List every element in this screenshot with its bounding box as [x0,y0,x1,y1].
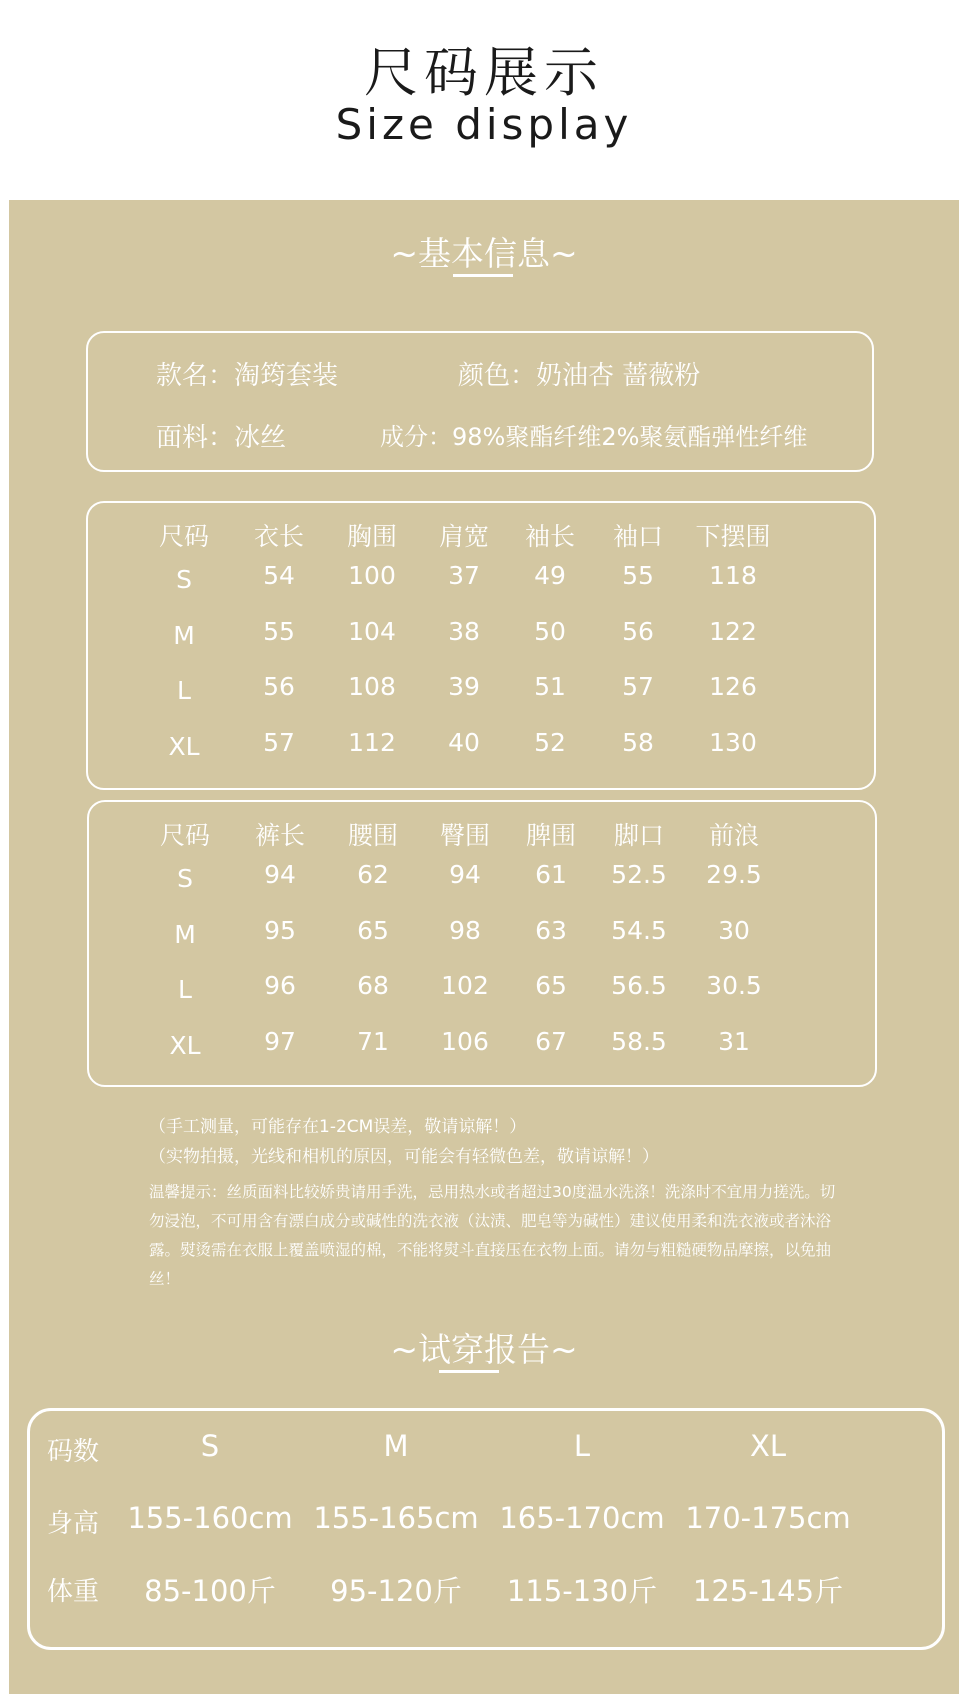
top-table-cell: 118 [709,561,757,590]
top-table-cell: 126 [709,672,757,701]
color-options: 颜色：奶油杏 蔷薇粉 [458,361,701,391]
top-table-cell: 52 [534,728,566,757]
top-table-cell: 57 [263,728,295,757]
pants-table-cell: 62 [357,860,389,889]
care-tip: 温馨提示：丝质面料比较娇贵请用手洗，忌用热水或者超过30度温水洗涤！洗涤时不宜用力搓洗。切勿浸泡，不可用含有漂白成分或碱性的洗衣液（汰渍、肥皂等为碱性）建议使用柔和洗衣液或者沐浴露。熨烫需在衣服上覆盖喷湿的棉，不能将熨斗直接压在衣物上面。请勿与粗糙硬物品摩擦，以免抽丝！ [149,1183,836,1288]
top-table-cell: 49 [534,561,566,590]
pants-table-header-cell: 前浪 [708,821,760,850]
top-table-cell: 108 [348,672,396,701]
trial-weights-cell: 85-100斤 [144,1574,276,1608]
trial-row-label: 体重 [47,1577,100,1607]
fabric: 面料：冰丝 [156,423,287,453]
page-title-cn: 尺码展示 [364,41,604,104]
trial-report-box [27,1408,945,1650]
trial-weights-cell: 115-130斤 [506,1574,658,1608]
trial-weights-cell: 95-120斤 [330,1574,462,1608]
pants-table-cell: 102 [441,971,489,1000]
pants-size-table [87,800,877,1087]
top-table-cell: 55 [622,561,654,590]
pants-table-cell: XL [169,1031,201,1060]
pants-table-cell: M [174,920,196,949]
top-table-cell: 55 [263,617,295,646]
top-table-cell: 57 [622,672,654,701]
pants-table-cell: 65 [357,916,389,945]
pants-table-cell: 98 [449,916,481,945]
top-table-cell: S [176,565,192,594]
top-table-cell: 58 [622,728,654,757]
pants-table-cell: L [178,975,192,1004]
top-table-cell: 40 [448,728,480,757]
basic-info-title: ~基本信息~ [390,234,578,273]
top-table-header-cell: 袖口 [612,522,664,551]
top-table-header-cell: 衣长 [253,522,305,551]
top-table-cell: XL [168,732,200,761]
pants-table-cell: 61 [535,860,567,889]
composition: 成分：98%聚酯纤维2%聚氨酯弹性纤维 [380,423,808,451]
top-table-cell: 100 [348,561,396,590]
pants-table-cell: 65 [535,971,567,1000]
style-name: 款名：淘筠套装 [156,361,339,391]
top-table-cell: 56 [263,672,295,701]
pants-table-cell: 31 [718,1027,750,1056]
top-table-cell: L [177,676,191,705]
pants-table-header-cell: 脚口 [613,821,665,850]
basic-info-box [86,331,874,472]
pants-table-cell: 71 [357,1027,389,1056]
top-table-cell: 39 [448,672,480,701]
pants-table-cell: 52.5 [611,860,667,889]
pants-table-header-cell: 尺码 [159,821,211,850]
pants-table-cell: 67 [535,1027,567,1056]
top-table-cell: 122 [709,617,757,646]
trial-heights-cell: 170-175cm [685,1501,851,1535]
pants-table-cell: 106 [441,1027,489,1056]
top-table-header-cell: 袖长 [524,522,576,551]
top-table-header-cell: 胸围 [346,522,398,551]
basic-info-underline [453,274,513,277]
trial-report-title: ~试穿报告~ [390,1330,578,1369]
top-table-cell: 50 [534,617,566,646]
top-table-header-cell: 下摆围 [695,522,771,551]
pants-table-header-cell: 脾围 [525,821,577,850]
top-table-cell: M [173,621,195,650]
pants-table-header-cell: 臀围 [439,821,491,850]
trial-weights-cell: 125-145斤 [692,1574,844,1608]
trial-row-label: 码数 [47,1437,100,1467]
trial-heights-cell: 155-160cm [127,1501,293,1535]
pants-table-cell: 58.5 [611,1027,667,1056]
trial-sizes-cell: L [573,1429,591,1463]
pants-table-cell: 30.5 [706,971,762,1000]
top-table-cell: 112 [348,728,396,757]
top-table-cell: 37 [448,561,480,590]
pants-table-cell: 30 [718,916,750,945]
trial-report-underline [439,1370,499,1373]
top-size-table [86,501,876,790]
pants-table-cell: 63 [535,916,567,945]
page-header [0,0,968,200]
size-info-panel [9,200,959,1694]
top-table-header-cell: 肩宽 [438,522,490,551]
pants-table-header-cell: 裤长 [254,821,306,850]
pants-table-cell: 96 [264,971,296,1000]
trial-heights-cell: 165-170cm [499,1501,665,1535]
pants-table-cell: 68 [357,971,389,1000]
top-table-cell: 130 [709,728,757,757]
top-table-cell: 51 [534,672,566,701]
top-table-cell: 54 [263,561,295,590]
pants-table-cell: 95 [264,916,296,945]
pants-table-cell: 29.5 [706,860,762,889]
page-title-en: Size display [335,100,633,149]
color-note: （实物拍摄，光线和相机的原因，可能会有轻微色差，敬请谅解！） [149,1147,659,1167]
pants-table-cell: 97 [264,1027,296,1056]
measurement-note: （手工测量，可能存在1-2CM误差，敬请谅解！） [149,1117,527,1137]
pants-table-cell: S [177,864,193,893]
pants-table-cell: 94 [449,860,481,889]
top-table-cell: 38 [448,617,480,646]
pants-table-cell: 94 [264,860,296,889]
pants-table-cell: 54.5 [611,916,667,945]
pants-table-header-cell: 腰围 [347,821,399,850]
trial-row-label: 身高 [47,1509,100,1539]
pants-table-cell: 56.5 [611,971,667,1000]
trial-sizes-cell: XL [749,1429,787,1463]
top-table-header-cell: 尺码 [158,522,210,551]
trial-sizes-cell: S [200,1429,220,1463]
trial-heights-cell: 155-165cm [313,1501,479,1535]
top-table-cell: 56 [622,617,654,646]
trial-sizes-cell: M [383,1429,409,1463]
top-table-cell: 104 [348,617,396,646]
